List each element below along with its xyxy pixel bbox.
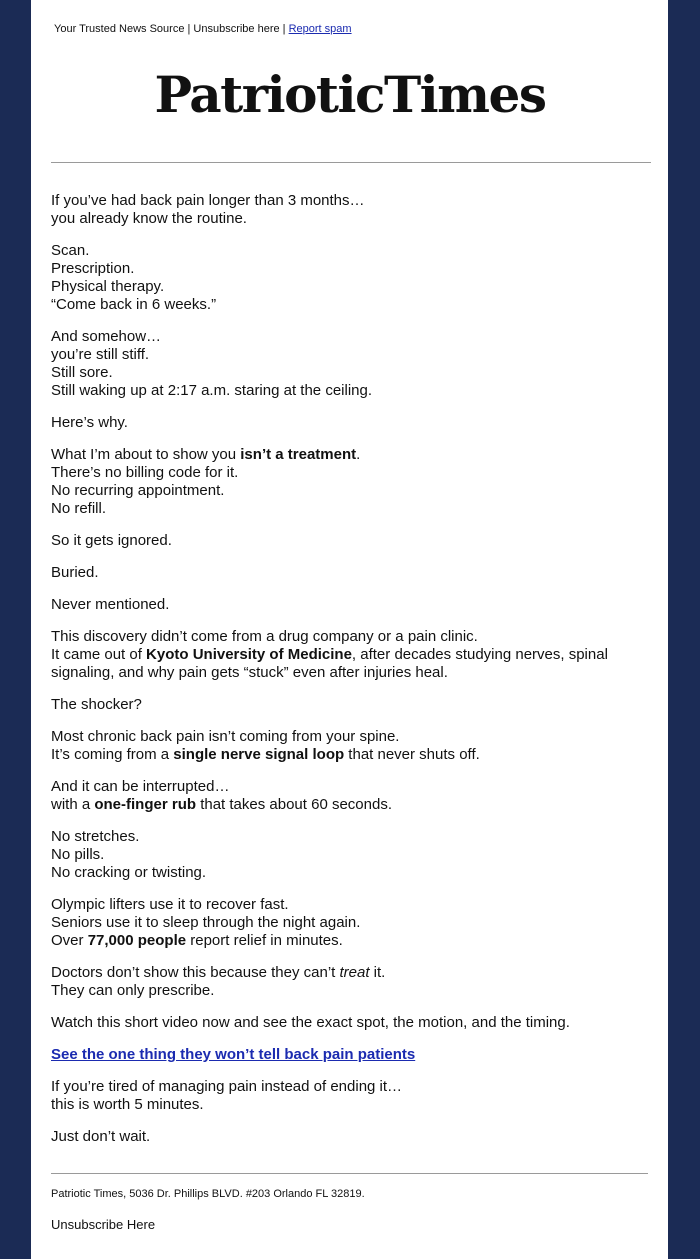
paragraph: Watch this short video now and see the exact spot, the motion, and the timing.: [51, 1014, 570, 1031]
paragraph: Here’s why.: [51, 414, 128, 431]
logo-wordmark: PatrioticTimes: [153, 65, 546, 124]
paragraph: What I’m about to show you isn’t a treatment. There’s no billing code for it. No recurring appointment. No refill.: [51, 446, 361, 517]
paragraph: And somehow… you’re still stiff. Still sore. Still waking up at 2:17 a.m. staring at the ceiling.: [51, 328, 373, 399]
paragraph: And it can be interrupted… with a one-finger rub that takes about 60 seconds.: [51, 778, 392, 813]
paragraph: If you’ve had back pain longer than 3 months… you already know the routine.: [51, 192, 365, 227]
report-spam-link[interactable]: Report spam: [288, 23, 352, 35]
paragraph: Doctors don’t show this because they can’t treat it. They can only prescribe.: [51, 964, 386, 999]
footer-divider: [51, 1173, 648, 1174]
cta-paragraph: [51, 1046, 651, 1064]
paragraph: Buried.: [51, 564, 99, 581]
footer-address: Patriotic Times, 5036 Dr. Phillips BLVD. #203 Orlando FL 32819.: [51, 1188, 365, 1200]
header-links-bar: [54, 23, 352, 35]
paragraph: So it gets ignored.: [51, 532, 172, 549]
paragraph: Olympic lifters use it to recover fast. Seniors use it to sleep through the night again. Over 77,000 people report relief in minutes.: [51, 896, 361, 949]
paragraph: No stretches. No pills. No cracking or twisting.: [51, 828, 207, 881]
header-text: Your Trusted News Source | Unsubscribe here |: [54, 23, 289, 35]
paragraph: Most chronic back pain isn’t coming from your spine. It’s coming from a single nerve signal loop that never shuts off.: [51, 728, 480, 763]
paragraph: The shocker?: [51, 696, 142, 713]
paragraph: This discovery didn’t come from a drug company or a pain clinic. It came out of Kyoto University of Medicine, after decades studying nerves, spinal signaling, and why pain gets “stuck” even after injuries heal.: [51, 628, 608, 681]
footer-unsubscribe-link[interactable]: Unsubscribe Here: [51, 1217, 156, 1232]
masthead: [31, 62, 668, 128]
patriotic-times-logo: [153, 62, 546, 128]
paragraph: Just don’t wait.: [51, 1128, 151, 1145]
paragraph: Scan. Prescription. Physical therapy. “Come back in 6 weeks.”: [51, 242, 217, 313]
paragraph: Never mentioned.: [51, 596, 170, 613]
email-body: [31, 0, 668, 1259]
top-divider: [51, 162, 651, 163]
paragraph: If you’re tired of managing pain instead of ending it… this is worth 5 minutes.: [51, 1078, 403, 1113]
email-content: [51, 192, 651, 1160]
video-cta-link[interactable]: See the one thing they won’t tell back pain patients: [51, 1046, 416, 1063]
